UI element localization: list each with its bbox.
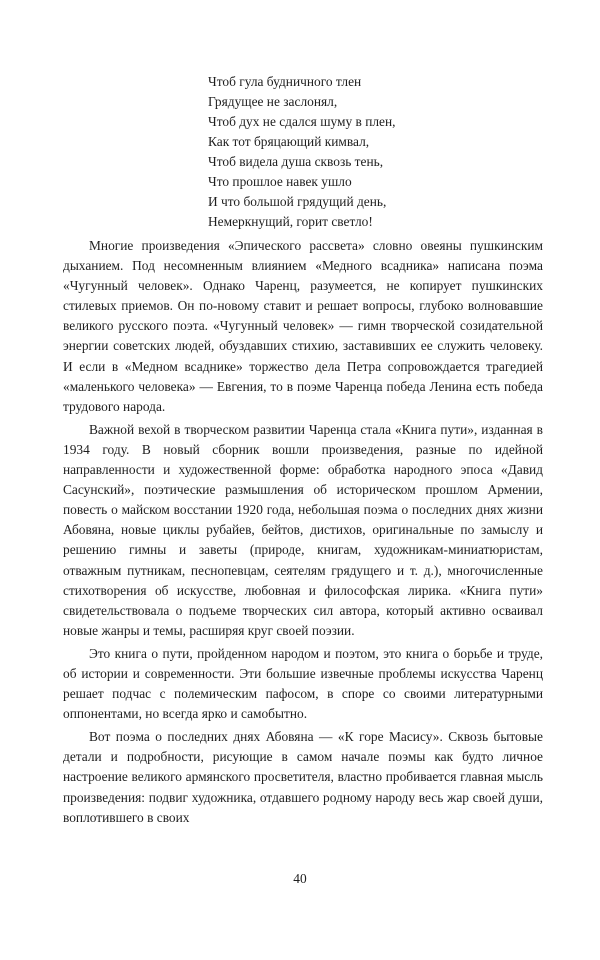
- body-text: [63, 236, 543, 831]
- poem-line: Грядущее не заслонял,: [208, 94, 338, 109]
- poem-line: Чтоб гула будничного тлен: [208, 74, 362, 89]
- paragraph: Важной вехой в творческом развитии Чаренца стала «Книга пути», изданная в 1934 году. В новый сборник вошли произведения, разные по идейной направленности и художественной форме: обработка народного эпоса «Давид Сасунский», поэтические размышления об историческом прошлом Армении, повесть о майском восстании 1920 года, небольшая поэма о последних днях жизни Абовяна, новые циклы рубайев, бейтов, дистихов, оригинальные по замыслу и решению гимны и заветы (природе, книгам, художникам-миниатюристам, отважным путникам, песнопевцам, сеятелям грядущего и т. д.), многочисленные стихотворения об искусстве, любовная и философская лирика. «Книга пути» свидетельствовала о подъеме творческих сил автора, который активно осваивал новые жанры и темы, расширяя круг своей поэзии.: [63, 421, 543, 638]
- paragraph: Вот поэма о последних днях Абовяна — «К горе Масису». Сквозь бытовые детали и подробности, рисующие в самом начале поэмы как будто личное настроение великого армянского просветителя, властно пробивается главная мысль произведения: подвиг художника, отдавшего родному народу весь жар своей души, воплотившего в своих: [63, 729, 543, 825]
- paragraph: Многие произведения «Эпического рассвета» словно овеяны пушкинским дыханием. Под несомненным влиянием «Медного всадника» написана поэма «Чугунный человек». Однако Чаренц, разумеется, не копирует пушкинских стилевых приемов. Он по-новому ставит и решает вопросы, глубоко волновавшие великого русского поэта. «Чугунный человек» — гимн творческой созидательной энергии советских людей, обуздавших стихию, заставивших ее служить человеку. И если в «Медном всаднике» торжество дела Петра сопровождается трагедией «маленького человека» — Евгения, то в поэме Чаренца победа Ленина есть победа трудового народа.: [63, 238, 543, 414]
- poem-stanza: [208, 72, 396, 232]
- poem-line: Немеркнущий, горит светло!: [208, 214, 373, 229]
- poem-line: И что большой грядущий день,: [208, 194, 387, 209]
- poem-line: Чтоб дух не сдался шуму в плен,: [208, 114, 396, 129]
- poem-line: Как тот бряцающий кимвал,: [208, 134, 370, 149]
- poem-line: Чтоб видела душа сквозь тень,: [208, 154, 384, 169]
- poem-line: Что прошлое навек ушло: [208, 174, 352, 189]
- paragraph: Это книга о пути, пройденном народом и поэтом, это книга о борьбе и труде, об истории и современности. Эти большие извечные проблемы искусства Чаренц решает подчас с полемическим пафосом, в споре со своими литературными оппонентами, но всегда ярко и самобытно.: [63, 645, 543, 722]
- page-number: 40: [293, 871, 307, 886]
